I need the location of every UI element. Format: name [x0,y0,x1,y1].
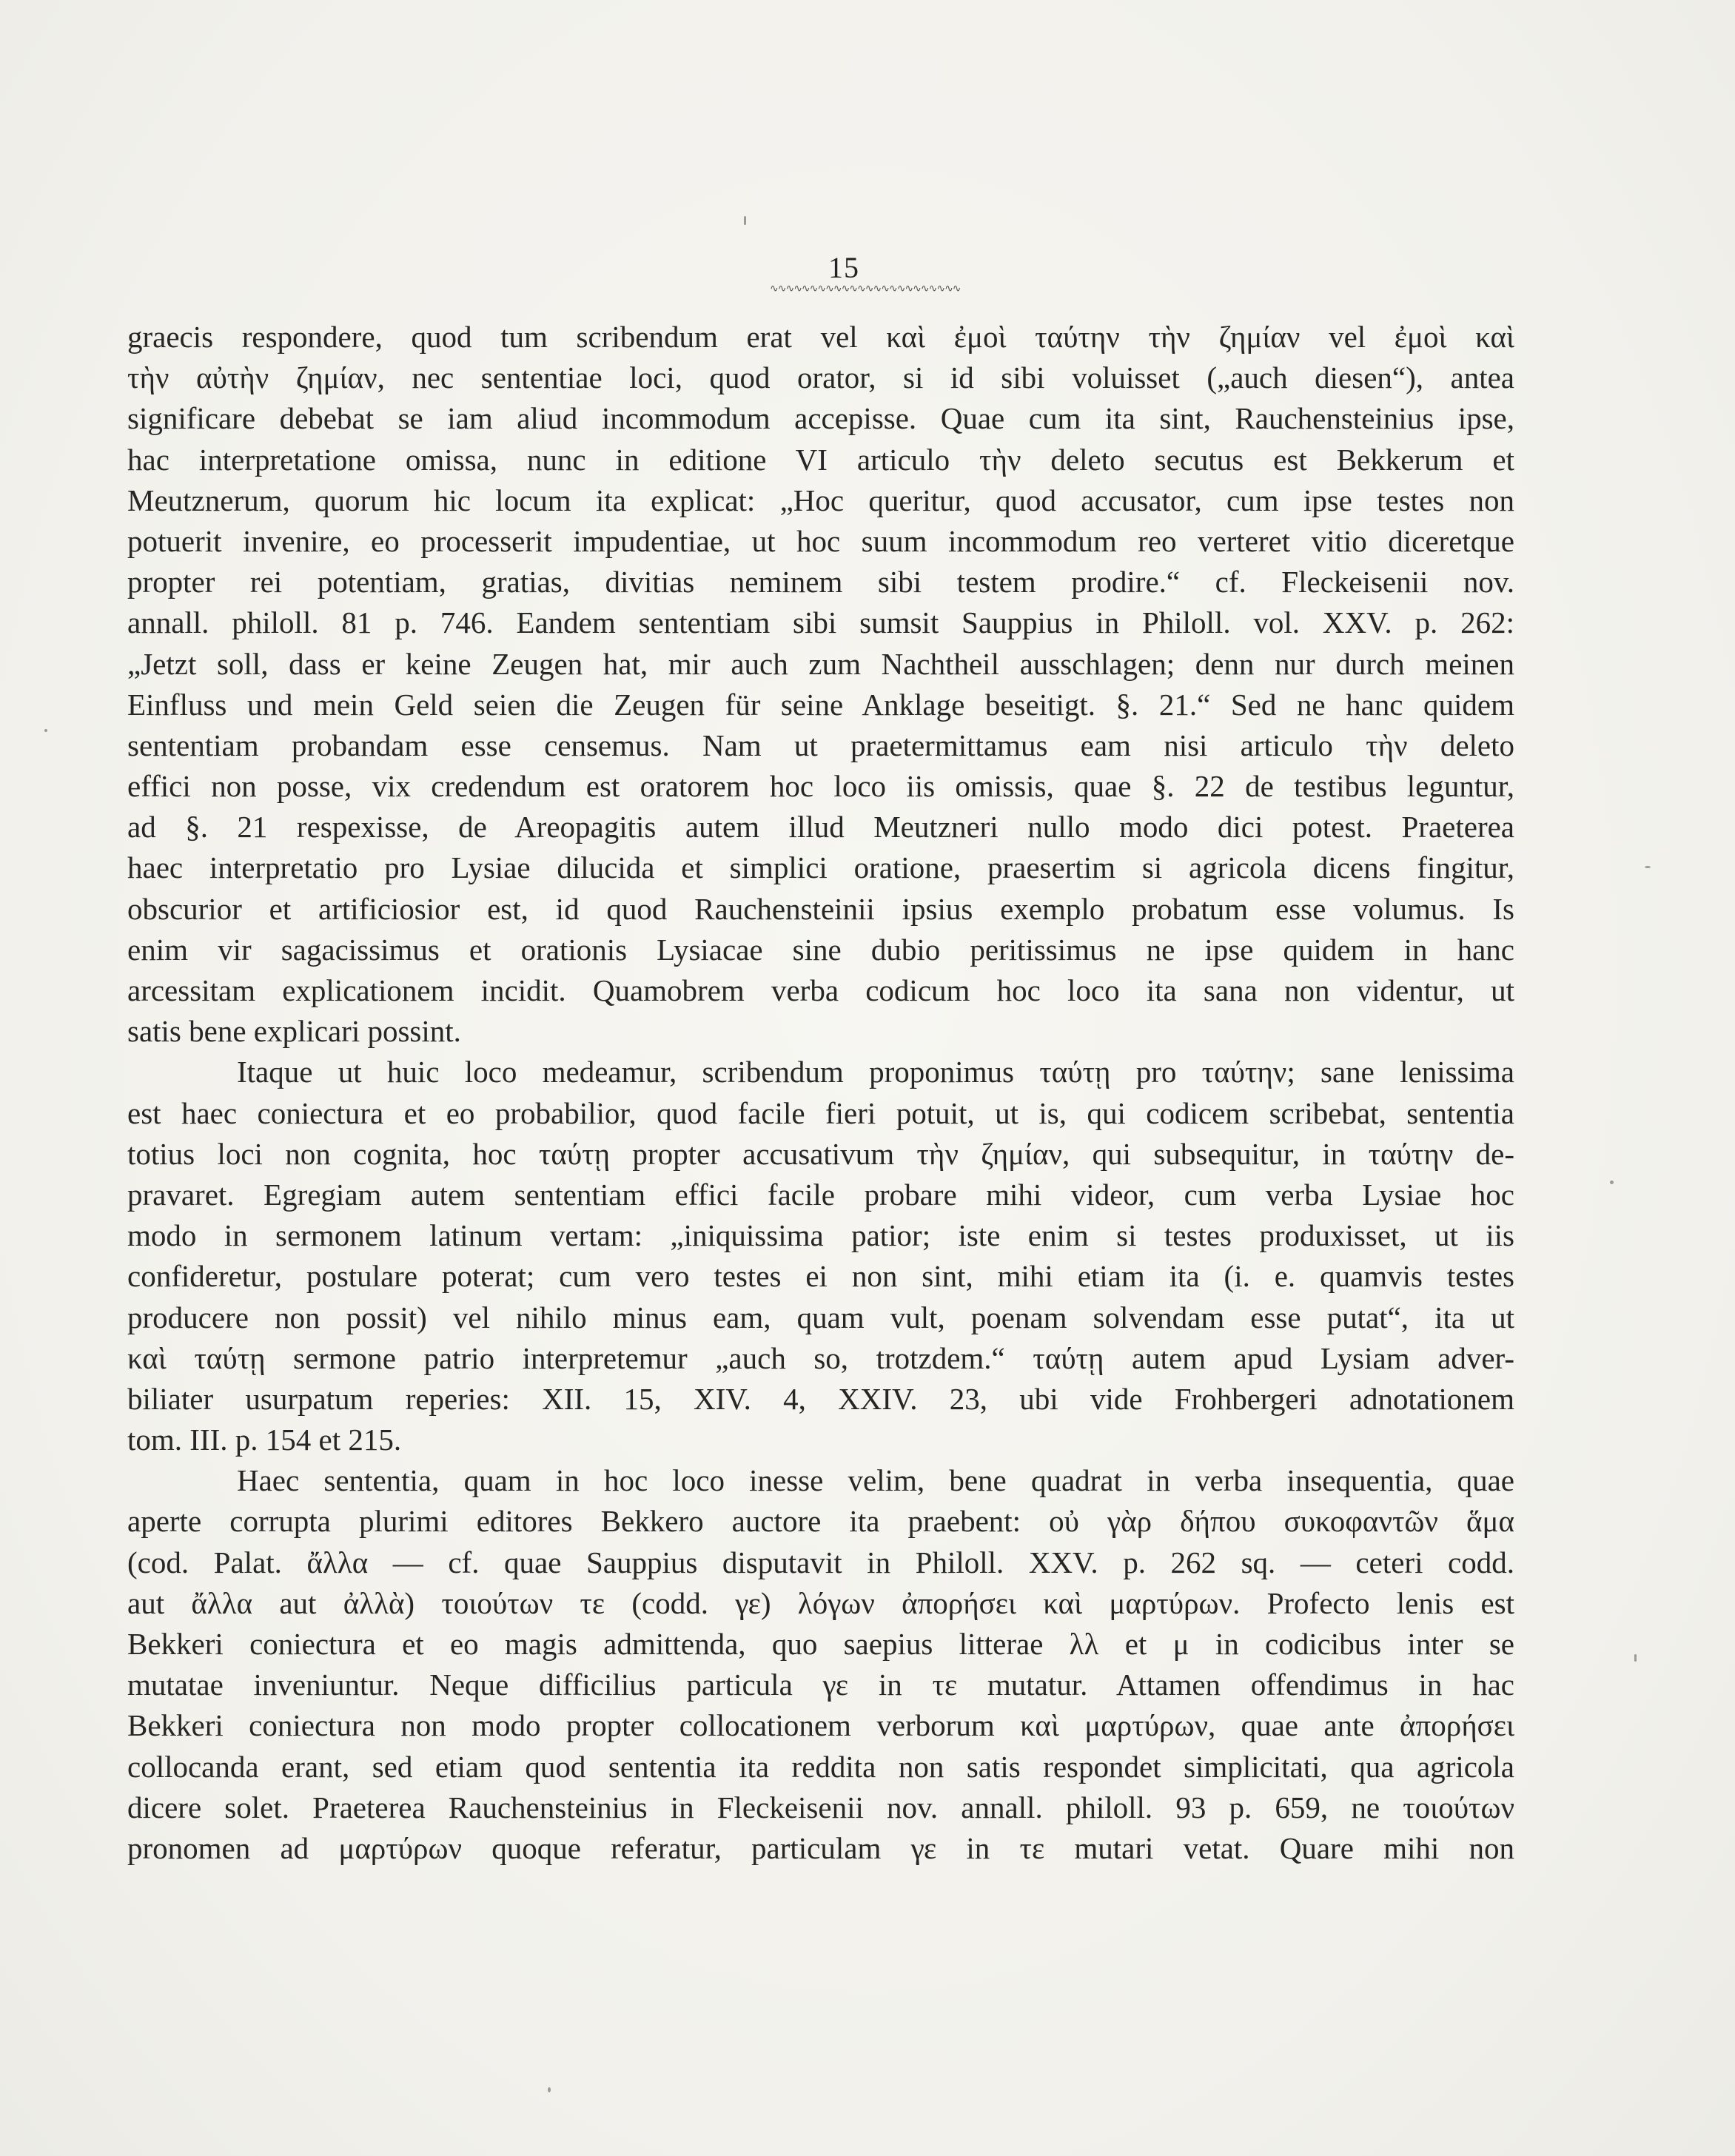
paper-speck [1645,866,1651,868]
text-line: hac interpretatione omissa, nunc in editione VI articulo τὴν deleto secutus est Bekkerum et [127,442,1514,477]
text-line: τὴν αὐτὴν ζημίαν, nec sententiae loci, quod orator, si id sibi voluisset („auch diesen“), antea [127,360,1514,395]
page-number-ornament: ∿∿∿∿∿∿∿∿∿∿∿∿∿∿∿∿∿∿∿∿∿∿∿∿ [770,283,961,295]
text-line: satis bene explicari possint. [127,1014,461,1049]
text-line: pronomen ad μαρτύρων quoque referatur, particulam γε in τε mutari vetat. Quare mihi non [127,1830,1514,1865]
text-line: dicere solet. Praeterea Rauchensteinius in Fleckeisenii nov. annall. philoll. 93 p. 659, ne τοιούτων [127,1790,1514,1824]
paper-speck [1634,1654,1637,1662]
text-line: καὶ ταύτῃ sermone patrio interpretemur „auch so, trotzdem.“ ταύτῃ autem apud Lysiam adver- [127,1340,1514,1375]
text-line: Bekkeri coniectura non modo propter collocationem verborum καὶ μαρτύρων, quae ante ἀπορήσει [127,1708,1514,1743]
paper-speck [744,216,746,225]
text-line: enim vir sagacissimus et orationis Lysiacae sine dubio peritissimus ne ipse quidem in hanc [127,932,1514,967]
text-line: propter rei potentiam, gratias, divitias neminem sibi testem prodire.“ cf. Fleckeisenii nov. [127,565,1514,600]
text-line: obscurior et artificiosior est, id quod Rauchensteinii ipsius exemplo probatum esse volumus. Is [127,891,1514,926]
text-line: confideretur, postulare poterat; cum vero testes ei non sint, mihi etiam ita (i. e. quamvis testes [127,1259,1514,1294]
text-line: graecis respondere, quod tum scribendum erat vel καὶ ἐμοὶ ταύτην τὴν ζημίαν vel ἐμοὶ καὶ [127,320,1514,354]
paper-speck [1610,1181,1614,1184]
text-line: sententiam probandam esse censemus. Nam ut praetermittamus eam nisi articulo τὴν deleto [127,728,1514,762]
text-line: effici non posse, vix credendum est oratorem hoc loco iis omissis, quae §. 22 de testibus leguntur, [127,769,1514,804]
text-line: totius loci non cognita, hoc ταύτῃ propter accusativum τὴν ζημίαν, qui subsequitur, in ταύτην de- [127,1136,1514,1171]
text-line: aut ἄλλα aut ἀλλὰ) τοιούτων τε (codd. γε) λόγων ἀπορήσει καὶ μαρτύρων. Profecto lenis est [127,1585,1514,1620]
text-line: producere non possit) vel nihilo minus eam, quam vult, poenam solvendam esse putat“, ita ut [127,1300,1514,1334]
paragraph-start-line: Haec sententia, quam in hoc loco inesse velim, bene quadrat in verba insequentia, quae [237,1463,1514,1498]
text-line: est haec coniectura et eo probabilior, quod facile fieri potuit, ut is, qui codicem scribebat, sententia [127,1095,1514,1130]
text-line: Meutznerum, quorum hic locum ita explicat: „Hoc queritur, quod accusator, cum ipse testes non [127,483,1514,517]
text-line: biliater usurpatum reperies: XII. 15, XIV. 4, XXIV. 23, ubi vide Frohbergeri adnotationem [127,1381,1514,1416]
paragraph-start-line: Itaque ut huic loco medeamur, scribendum proponimus ταύτῃ pro ταύτην; sane lenissima [237,1055,1514,1089]
text-line: potuerit invenire, eo processerit impudentiae, ut hoc suum incommodum reo verteret vitio diceretque [127,523,1514,558]
text-line: haec interpretatio pro Lysiae dilucida et simplici oratione, praesertim si agricola dicens fingitur, [127,850,1514,885]
text-line: pravaret. Egregiam autem sententiam effici facile probare mihi videor, cum verba Lysiae hoc [127,1177,1514,1212]
text-line: significare debebat se iam aliud incommodum accepisse. Quae cum ita sint, Rauchensteinius ipse, [127,401,1514,436]
page-number: 15 [828,251,859,284]
paper-speck [44,729,47,732]
text-line: (cod. Palat. ἄλλα — cf. quae Sauppius disputavit in Philoll. XXV. p. 262 sq. — ceteri codd. [127,1545,1514,1579]
text-line: „Jetzt soll, dass er keine Zeugen hat, mir auch zum Nachtheil ausschlagen; denn nur durch meinen [127,646,1514,681]
text-line: collocanda erant, sed etiam quod sententia ita reddita non satis respondet simplicitati, qua agricola [127,1749,1514,1784]
paper-speck [548,2087,551,2092]
text-line: tom. III. p. 154 et 215. [127,1423,402,1457]
text-line: Einfluss und mein Geld seien die Zeugen für seine Anklage beseitigt. §. 21.“ Sed ne hanc quidem [127,687,1514,722]
text-line: mutatae inveniuntur. Neque difficilius particula γε in τε mutatur. Attamen offendimus in hac [127,1668,1514,1702]
body-text [127,317,1514,1869]
text-line: aperte corrupta plurimi editores Bekkero auctore ita praebent: οὐ γὰρ δήπου συκοφαντῶν ἅμα [127,1504,1514,1539]
text-line: annall. philoll. 81 p. 746. Eandem sententiam sibi sumsit Sauppius in Philoll. vol. XXV. p. 262: [127,605,1514,640]
text-line: ad §. 21 respexisse, de Areopagitis autem illud Meutzneri nullo modo dici potest. Praeterea [127,810,1514,844]
text-line: modo in sermonem latinum vertam: „iniquissima patior; iste enim si testes produxisset, ut iis [127,1218,1514,1253]
text-line: Bekkeri coniectura et eo magis admittenda, quo saepius litterae λλ et μ in codicibus inter se [127,1627,1514,1661]
text-line: arcessitam explicationem incidit. Quamobrem verba codicum hoc loco ita sana non videntur, ut [127,973,1514,1007]
